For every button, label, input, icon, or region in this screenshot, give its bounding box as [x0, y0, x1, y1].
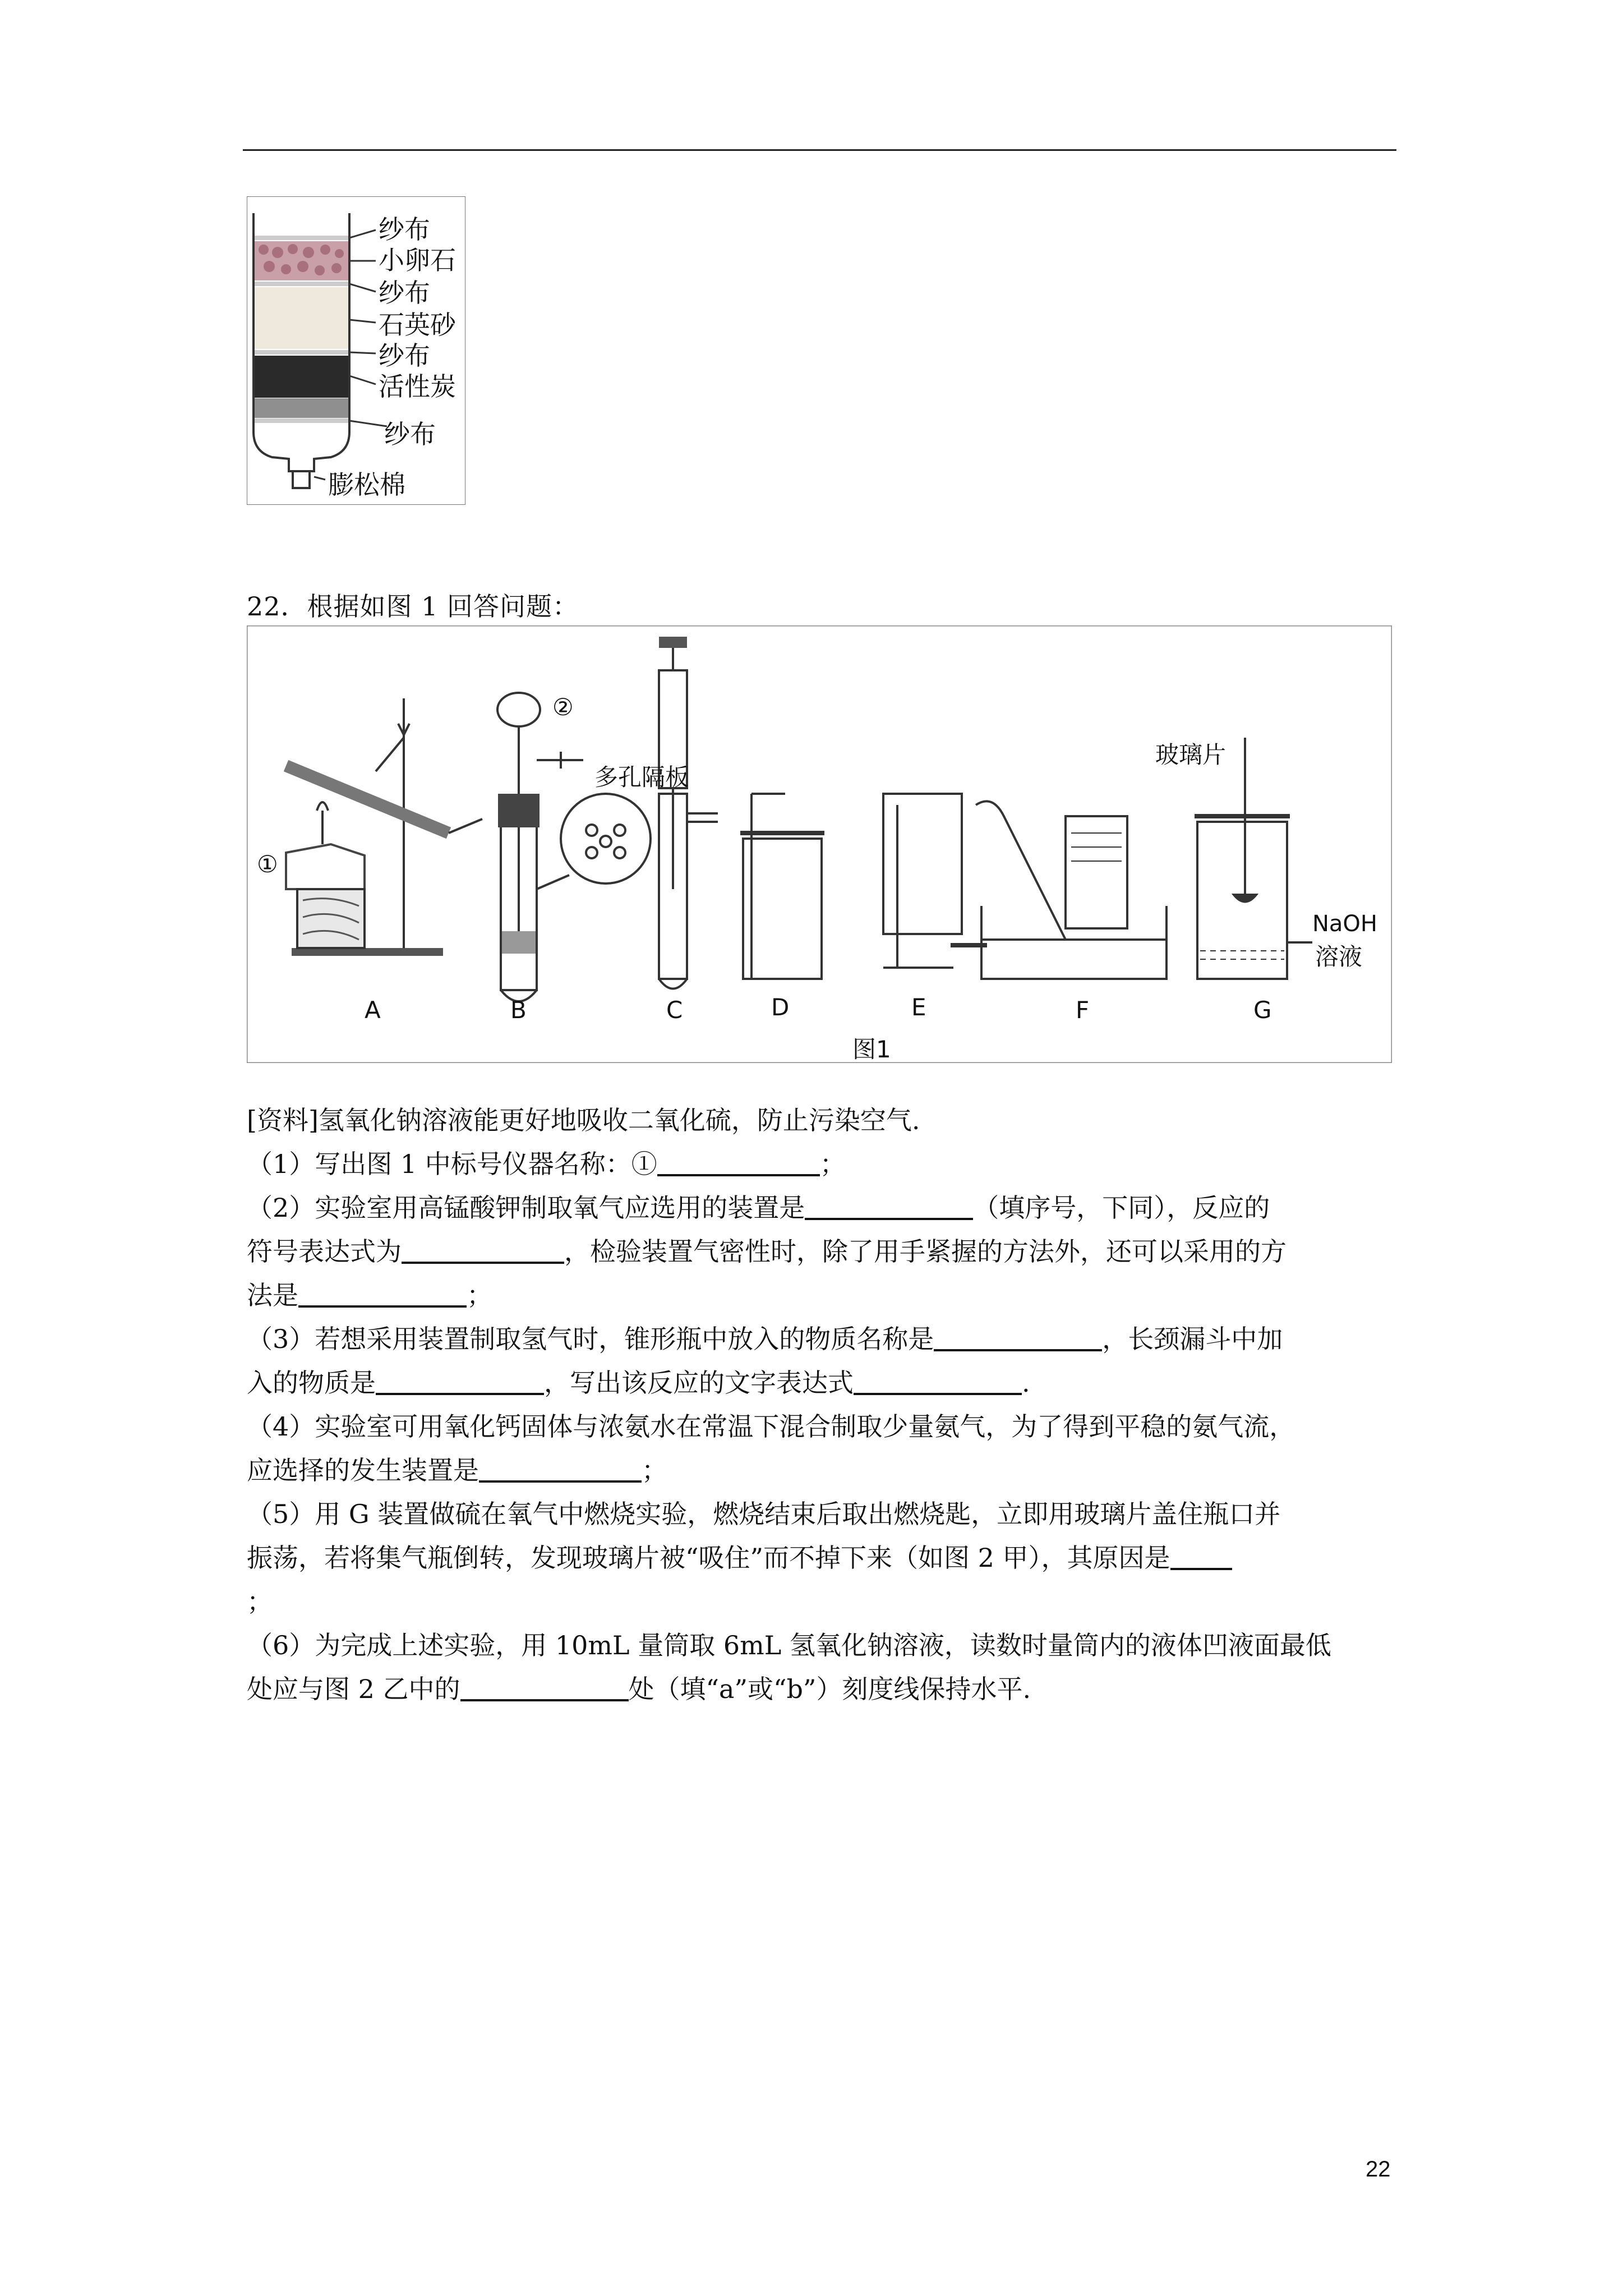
- answer-blank[interactable]: [657, 1145, 820, 1176]
- label-cotton: 膨松棉: [328, 470, 405, 500]
- text-line: ；: [247, 1586, 273, 1617]
- label-activated-carbon: 活性炭: [379, 371, 456, 402]
- answer-blank[interactable]: [805, 1189, 973, 1220]
- text-line: 入的物质是 ，写出该反应的文字表达式 .: [247, 1361, 1402, 1405]
- label-circle-2: ②: [552, 693, 574, 721]
- answer-blank[interactable]: [460, 1670, 629, 1701]
- label-solution: 溶液: [1315, 943, 1363, 970]
- answer-blank[interactable]: [934, 1320, 1102, 1351]
- apparatus-letter-c: C: [666, 996, 683, 1024]
- text-line: [资料]氢氧化钠溶液能更好地吸收二氧化硫，防止污染空气.: [247, 1105, 920, 1135]
- answer-blank[interactable]: [1170, 1539, 1232, 1570]
- text-line: 应选择的发生装置是 ；: [247, 1448, 1402, 1492]
- answer-blank[interactable]: [402, 1232, 564, 1264]
- figure-caption: 图1: [852, 1036, 891, 1063]
- label-gauze-3: 纱布: [379, 341, 430, 371]
- text-line: 法是 ；: [247, 1273, 1402, 1317]
- label-naoh: NaOH: [1312, 911, 1377, 937]
- text-line: （2）实验室用高锰酸钾制取氧气应选用的装置是 （填序号，下同），反应的: [247, 1186, 1402, 1230]
- label-circle-1: ①: [257, 850, 278, 878]
- text-line: （6）为完成上述实验，用 10mL 量筒取 6mL 氢氧化钠溶液，读数时量筒内的液体凹液面最低: [247, 1630, 1331, 1660]
- apparatus-figure: [247, 625, 1392, 1063]
- water-filter-figure: [247, 196, 465, 505]
- apparatus-letter-b: B: [510, 996, 527, 1024]
- label-gauze-1: 纱布: [379, 214, 430, 245]
- label-glass-slide: 玻璃片: [1155, 741, 1227, 769]
- apparatus-letter-f: F: [1076, 996, 1090, 1024]
- apparatus-letter-d: D: [771, 993, 790, 1021]
- label-gauze-4: 纱布: [384, 419, 436, 449]
- text-line: 处应与图 2 乙中的 处（填“a”或“b”）刻度线保持水平.: [247, 1667, 1402, 1711]
- text-line: （3）若想采用装置制取氢气时，锥形瓶中放入的物质名称是 ，长颈漏斗中加: [247, 1317, 1402, 1361]
- answer-blank[interactable]: [298, 1276, 467, 1308]
- label-gauze-2: 纱布: [379, 278, 430, 308]
- header-rule: [243, 149, 1396, 151]
- text-line: （4）实验室可用氧化钙固体与浓氨水在常温下混合制取少量氨气，为了得到平稳的氨气流，: [247, 1411, 1295, 1442]
- answer-blank[interactable]: [376, 1364, 544, 1395]
- question-title: 22．根据如图 1 回答问题：: [247, 591, 579, 622]
- text-line: （5）用 G 装置做硫在氧气中燃烧实验，燃烧结束后取出燃烧匙，立即用玻璃片盖住瓶口并: [247, 1499, 1281, 1529]
- text-line: （1）写出图 1 中标号仪器名称：① ；: [247, 1142, 1402, 1186]
- label-quartz-sand: 石英砂: [379, 310, 456, 340]
- label-pebbles: 小卵石: [379, 245, 456, 275]
- apparatus-letter-g: G: [1253, 996, 1272, 1024]
- page-number: 22: [1366, 2157, 1391, 2182]
- apparatus-letter-a: A: [365, 996, 381, 1024]
- label-porous-plate: 多孔隔板: [594, 763, 689, 791]
- apparatus-letter-e: E: [911, 993, 926, 1021]
- text-line: 符号表达式为 ，检验装置气密性时，除了用手紧握的方法外，还可以采用的方: [247, 1230, 1402, 1273]
- text-line: 振荡，若将集气瓶倒转，发现玻璃片被“吸住”而不掉下来（如图 2 甲），其原因是: [247, 1536, 1402, 1580]
- answer-blank[interactable]: [479, 1451, 642, 1483]
- answer-blank[interactable]: [854, 1364, 1022, 1395]
- question-body: [247, 1098, 1402, 1711]
